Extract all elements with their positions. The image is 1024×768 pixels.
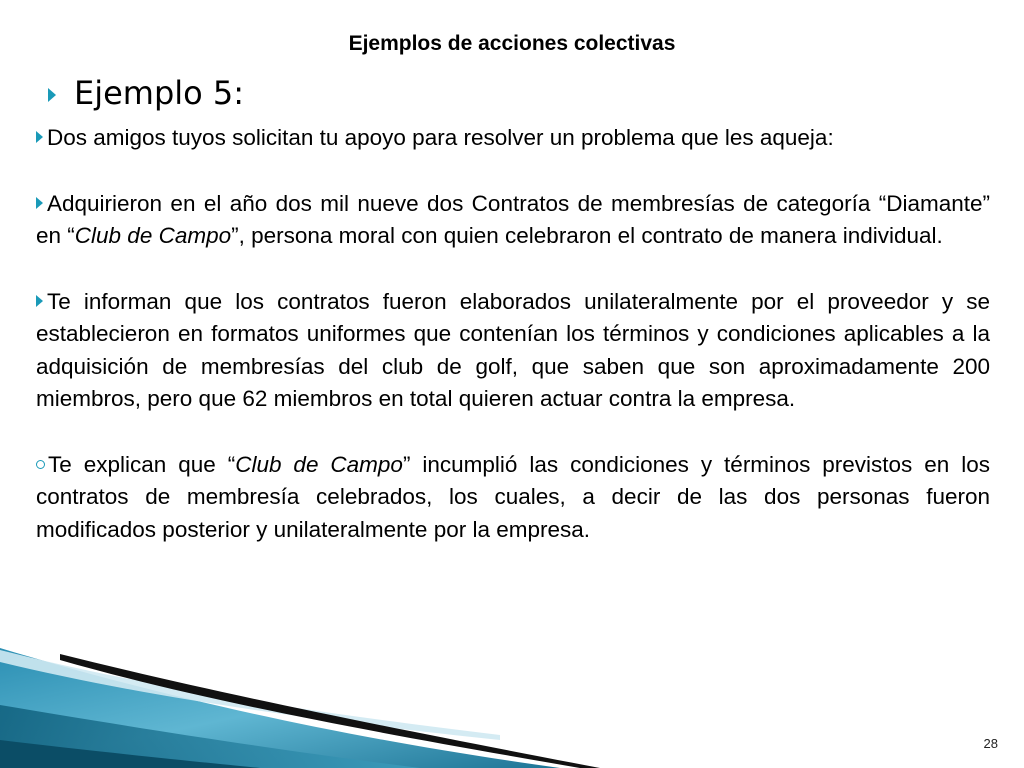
slide-title: Ejemplos de acciones colectivas xyxy=(348,32,676,55)
company-name: Club de Campo xyxy=(74,223,232,248)
subheading xyxy=(48,74,244,112)
paragraph-text: Adquirieron en el año dos mil nueve dos Contratos de membresías de categoría “Diamante” en “ xyxy=(36,190,990,248)
subheading-label: Ejemplo 5: xyxy=(74,74,245,112)
body-text xyxy=(36,122,990,546)
paragraph-text: ”, persona moral con quien celebraron el contrato de manera individual. xyxy=(231,223,943,248)
paragraph xyxy=(36,188,990,253)
bullet-arrow-icon xyxy=(36,131,43,143)
paragraph-text: Te informan que los contratos fueron elaborados unilateralmente por el proveedor y se establecieron en formatos uniformes que contenían los términos y condiciones aplicables a la adquisición de membresías del club de golf, que saben que son aproximadamente 200 miembros, pero que 62 miembros en total quieren actuar contra la empresa. xyxy=(36,288,990,411)
paragraph xyxy=(36,449,990,547)
bullet-arrow-icon xyxy=(48,88,56,102)
paragraph xyxy=(36,286,990,416)
bullet-circle-icon xyxy=(36,460,45,469)
paragraph-text: Te explican que “ xyxy=(48,451,236,477)
paragraph xyxy=(36,122,990,155)
bullet-arrow-icon xyxy=(36,295,43,307)
company-name: Club de Campo xyxy=(235,451,403,477)
paragraph-text: Dos amigos tuyos solicitan tu apoyo para resolver un problema que les aqueja: xyxy=(47,125,834,150)
page-number: 28 xyxy=(983,736,998,751)
bullet-arrow-icon xyxy=(36,197,43,209)
paragraph-text: ” incumplió las condiciones y términos previstos en los contratos de membresía celebrados, los cuales, a decir de las dos personas fueron modificados posterior y unilateralmente por la empresa. xyxy=(36,451,990,542)
